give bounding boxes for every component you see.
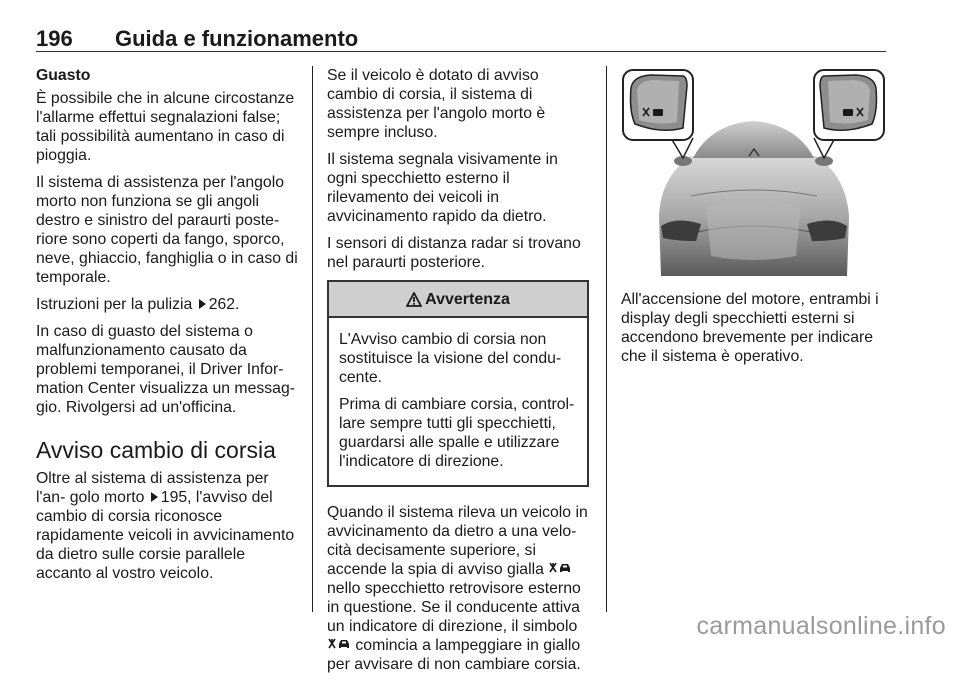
paragraph-text: Oltre al sistema di assistenza per l'an- golo morto <box>36 470 269 506</box>
page-ref[interactable]: 195, <box>160 489 192 506</box>
paragraph-text: comincia a lampeggiare in giallo per avvisare di non cambiare corsia. <box>327 637 581 673</box>
lane-change-warning-icon <box>327 637 351 650</box>
page-ref-arrow-icon <box>151 492 158 502</box>
column-divider <box>312 66 313 612</box>
column-3 <box>621 66 886 374</box>
paragraph: All'accensione del motore, entrambi i display degli specchietti esterni si accendono brevemente per indicare che il sistema è operativo. <box>621 291 879 365</box>
paragraph <box>36 295 298 314</box>
column-1 <box>36 66 298 591</box>
warning-title: Avvertenza <box>425 290 510 308</box>
paragraph-text: l'avviso del cambio di corsia riconosce rapidamente veicoli in avvicinamento da dietro sulle corsie parallele accanto al vostro veicolo. <box>36 489 295 582</box>
guasto-heading: Guasto <box>36 67 91 84</box>
paragraph <box>36 469 298 583</box>
running-title: Guida e funzionamento <box>115 26 359 51</box>
car-illustration <box>621 66 886 276</box>
paragraph-text: Istruzioni per la pulizia <box>36 296 193 313</box>
paragraph-text: Quando il sistema rileva un veicolo in avvicinamento da dietro a una velo- cità decisamente superiore, si accende la spia di avviso gialla <box>327 504 588 578</box>
watermark: carmanualsonline.info <box>696 612 946 640</box>
lane-change-warning-icon <box>548 561 572 574</box>
paragraph <box>327 503 589 674</box>
section-heading: Avviso cambio di corsia <box>36 437 276 463</box>
column-divider <box>606 66 607 612</box>
paragraph: Il sistema segnala visivamente in ogni specchietto esterno il rilevamento dei veicoli in avvicinamento rapido da dietro. <box>327 151 558 225</box>
warning-triangle-icon <box>406 292 422 307</box>
warning-box <box>327 280 589 487</box>
paragraph-text: nello specchietto retrovisore esterno in questione. Se il conducente attiva un indicatore di direzione, il simbolo <box>327 580 581 635</box>
warning-body <box>329 318 587 485</box>
paragraph: Prima di cambiare corsia, control- lare sempre tutti gli specchietti, guardarsi alle spalle e utilizzare l'indicatore di direzione. <box>339 396 575 470</box>
page-ref-arrow-icon <box>199 299 206 309</box>
paragraph: In caso di guasto del sistema o malfunzionamento causato da problemi temporanei, il Driver Infor- mation Center visualizza un messag- gio. Rivolgersi ad un'officina. <box>36 323 296 416</box>
warning-header <box>329 282 587 318</box>
paragraph: L'Avviso cambio di corsia non sostituisce la visione del condu- cente. <box>339 331 562 386</box>
paragraph: Il sistema di assistenza per l'angolo morto non funziona se gli angoli destro e sinistro del paraurti poste- riore sono coperti da fango, sporco, neve, ghiaccio, fanghiglia o in caso di temporale. <box>36 174 298 286</box>
paragraph: I sensori di distanza radar si trovano nel paraurti posteriore. <box>327 235 581 271</box>
car-rear-mirrors-illustration <box>621 66 886 276</box>
page-number: 196 <box>36 26 73 51</box>
paragraph: Se il veicolo è dotato di avviso cambio di corsia, il sistema di assistenza per l'angolo morto è sempre incluso. <box>327 67 546 141</box>
column-2 <box>327 66 589 682</box>
page-ref[interactable]: 262. <box>208 296 240 313</box>
header-rule <box>36 51 886 52</box>
paragraph: È possibile che in alcune circostanze l'allarme effettui segnalazioni false; tali possibilità aumentano in caso di pioggia. <box>36 90 295 164</box>
